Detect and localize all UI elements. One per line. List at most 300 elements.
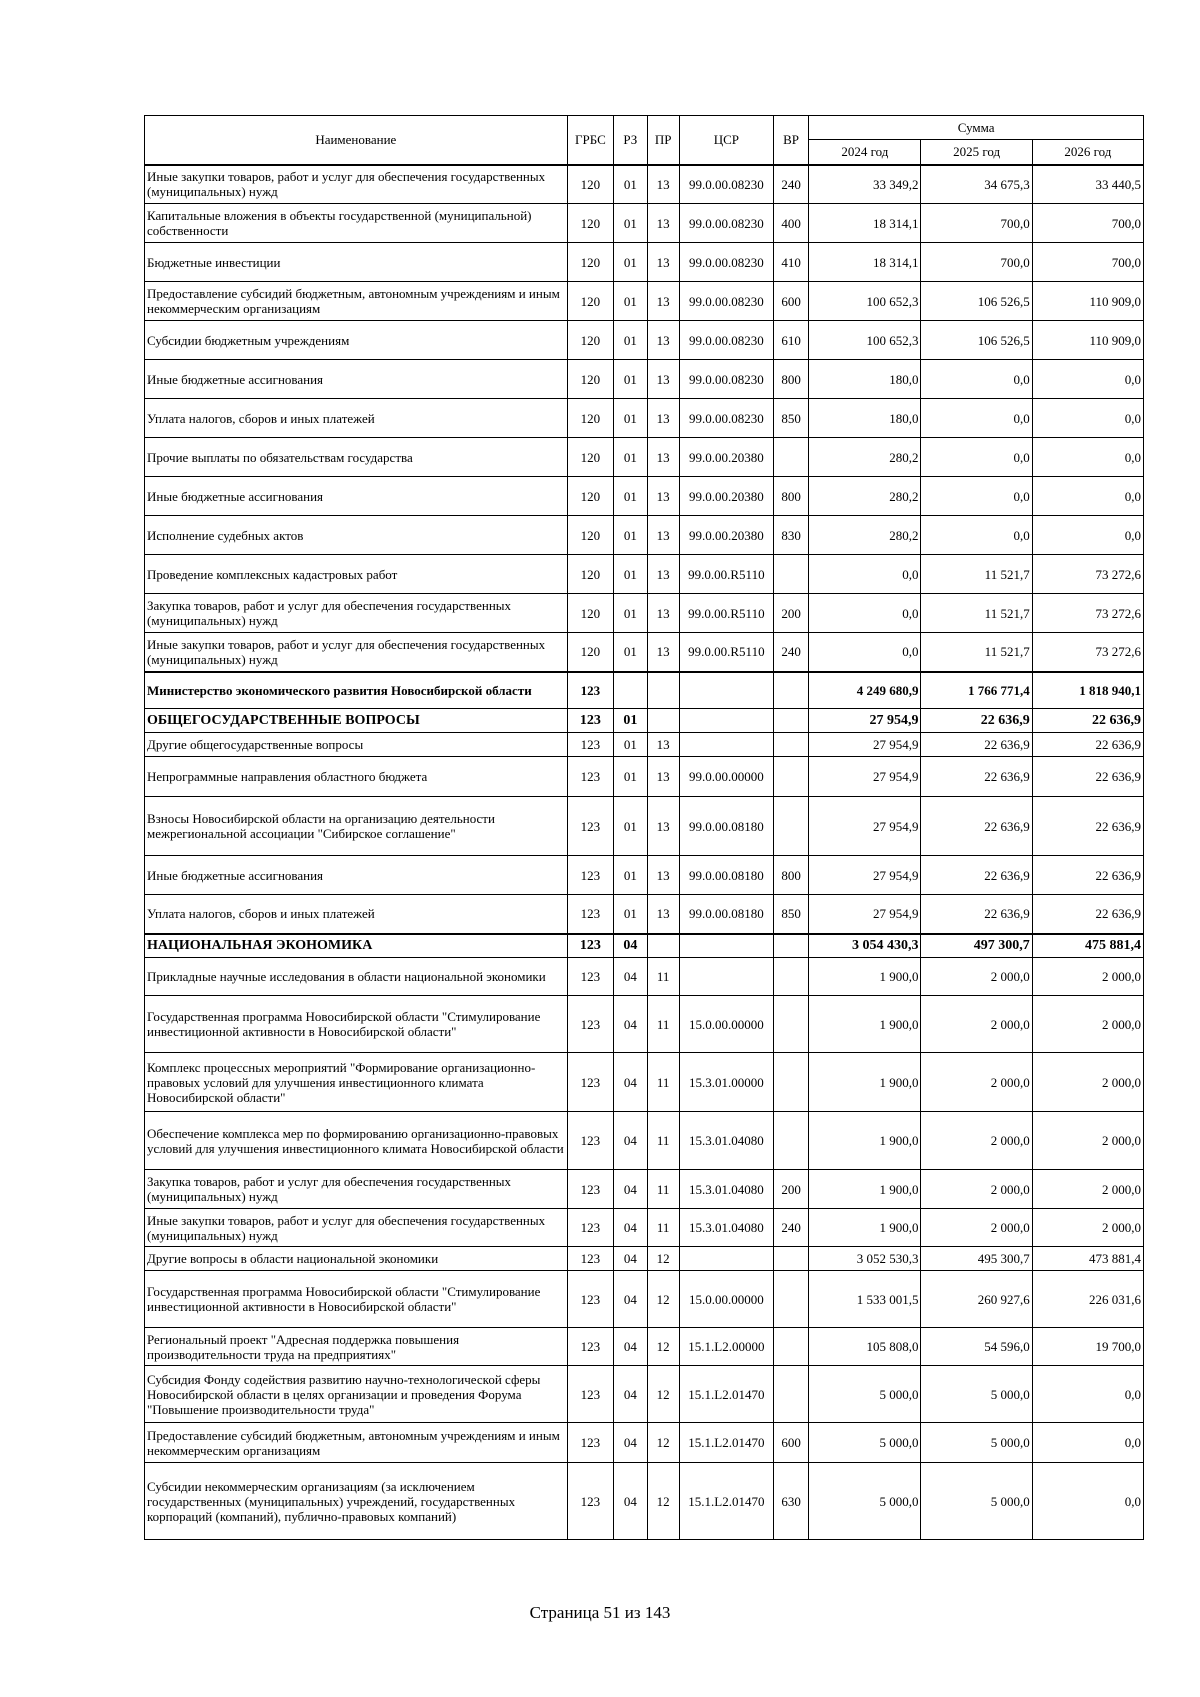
cell-y2025: 0,0 — [921, 360, 1032, 399]
cell-y2025: 0,0 — [921, 438, 1032, 477]
cell-name: Предоставление субсидий бюджетным, автономным учреждениям и иным некоммерческим организациям — [145, 282, 568, 321]
cell-y2025: 700,0 — [921, 243, 1032, 282]
cell-rz: 01 — [614, 856, 647, 895]
cell-csr: 15.3.01.00000 — [679, 1053, 773, 1112]
cell-pr: 12 — [647, 1423, 679, 1463]
cell-grbs: 123 — [567, 733, 614, 757]
cell-pr: 11 — [647, 1053, 679, 1112]
cell-csr: 99.0.00.R5110 — [679, 594, 773, 633]
cell-vr: 800 — [773, 477, 808, 516]
cell-vr: 610 — [773, 321, 808, 360]
table-row — [145, 1053, 1144, 1112]
table-row — [145, 204, 1144, 243]
cell-grbs: 123 — [567, 958, 614, 996]
table-row — [145, 1366, 1144, 1423]
cell-vr — [773, 757, 808, 797]
cell-pr: 13 — [647, 733, 679, 757]
cell-pr: 13 — [647, 243, 679, 282]
cell-y2026: 22 636,9 — [1032, 797, 1143, 856]
cell-pr: 13 — [647, 555, 679, 594]
cell-y2025: 2 000,0 — [921, 1209, 1032, 1247]
cell-grbs: 123 — [567, 996, 614, 1053]
cell-y2026: 110 909,0 — [1032, 282, 1143, 321]
cell-grbs: 123 — [567, 1209, 614, 1247]
cell-name: НАЦИОНАЛЬНАЯ ЭКОНОМИКА — [145, 934, 568, 958]
table-row — [145, 399, 1144, 438]
cell-name: Субсидии некоммерческим организациям (за исключением государственных (муниципальных) учреждений, государственных корпораций (компаний), публично-правовых компаний) — [145, 1463, 568, 1540]
cell-y2026: 0,0 — [1032, 360, 1143, 399]
table-row — [145, 594, 1144, 633]
cell-y2024: 27 954,9 — [809, 757, 921, 797]
cell-name: Иные закупки товаров, работ и услуг для обеспечения государственных (муниципальных) нужд — [145, 165, 568, 204]
cell-csr: 99.0.00.08230 — [679, 360, 773, 399]
cell-y2026: 0,0 — [1032, 1423, 1143, 1463]
cell-name: Иные бюджетные ассигнования — [145, 360, 568, 399]
cell-rz: 04 — [614, 1328, 647, 1366]
cell-grbs: 123 — [567, 1366, 614, 1423]
cell-grbs: 123 — [567, 1170, 614, 1209]
cell-csr: 15.1.L2.01470 — [679, 1366, 773, 1423]
cell-rz: 01 — [614, 555, 647, 594]
cell-grbs: 120 — [567, 243, 614, 282]
cell-rz: 04 — [614, 1366, 647, 1423]
cell-pr: 11 — [647, 958, 679, 996]
cell-y2024: 280,2 — [809, 516, 921, 555]
cell-y2025: 0,0 — [921, 516, 1032, 555]
cell-pr: 13 — [647, 399, 679, 438]
cell-y2026: 473 881,4 — [1032, 1247, 1143, 1271]
cell-y2026: 22 636,9 — [1032, 895, 1143, 934]
cell-grbs: 123 — [567, 1112, 614, 1170]
table-row — [145, 996, 1144, 1053]
cell-rz: 04 — [614, 996, 647, 1053]
cell-y2025: 34 675,3 — [921, 165, 1032, 204]
cell-csr — [679, 1247, 773, 1271]
cell-name: Прикладные научные исследования в области национальной экономики — [145, 958, 568, 996]
cell-y2024: 100 652,3 — [809, 321, 921, 360]
cell-grbs: 120 — [567, 516, 614, 555]
table-row — [145, 733, 1144, 757]
cell-rz: 01 — [614, 895, 647, 934]
cell-pr: 13 — [647, 477, 679, 516]
cell-rz: 01 — [614, 438, 647, 477]
cell-csr: 99.0.00.08180 — [679, 895, 773, 934]
table-row — [145, 757, 1144, 797]
cell-grbs: 123 — [567, 797, 614, 856]
cell-name: Государственная программа Новосибирской области "Стимулирование инвестиционной активности в Новосибирской области" — [145, 996, 568, 1053]
cell-vr: 850 — [773, 399, 808, 438]
cell-vr — [773, 1328, 808, 1366]
table-row — [145, 282, 1144, 321]
cell-grbs: 120 — [567, 321, 614, 360]
cell-y2026: 33 440,5 — [1032, 165, 1143, 204]
cell-csr: 15.3.01.04080 — [679, 1112, 773, 1170]
cell-grbs: 120 — [567, 594, 614, 633]
cell-pr: 11 — [647, 1170, 679, 1209]
header-year-2026: 2026 год — [1032, 140, 1143, 165]
cell-y2025: 2 000,0 — [921, 996, 1032, 1053]
table-row — [145, 477, 1144, 516]
cell-y2025: 2 000,0 — [921, 1170, 1032, 1209]
cell-grbs: 123 — [567, 934, 614, 958]
cell-y2026: 2 000,0 — [1032, 1170, 1143, 1209]
cell-y2024: 5 000,0 — [809, 1366, 921, 1423]
cell-vr — [773, 1271, 808, 1328]
cell-y2026: 22 636,9 — [1032, 856, 1143, 895]
cell-name: Проведение комплексных кадастровых работ — [145, 555, 568, 594]
cell-rz — [614, 672, 647, 709]
cell-pr: 13 — [647, 204, 679, 243]
cell-y2024: 105 808,0 — [809, 1328, 921, 1366]
cell-pr: 13 — [647, 360, 679, 399]
cell-vr: 600 — [773, 282, 808, 321]
cell-grbs: 120 — [567, 555, 614, 594]
cell-grbs: 123 — [567, 1328, 614, 1366]
header-name: Наименование — [145, 116, 568, 165]
cell-csr: 99.0.00.20380 — [679, 438, 773, 477]
cell-csr: 99.0.00.R5110 — [679, 633, 773, 672]
cell-y2024: 5 000,0 — [809, 1463, 921, 1540]
table-row — [145, 1209, 1144, 1247]
cell-name: Закупка товаров, работ и услуг для обеспечения государственных (муниципальных) нужд — [145, 1170, 568, 1209]
cell-y2024: 18 314,1 — [809, 243, 921, 282]
cell-vr — [773, 1112, 808, 1170]
cell-csr: 99.0.00.00000 — [679, 757, 773, 797]
cell-y2025: 22 636,9 — [921, 757, 1032, 797]
cell-vr — [773, 709, 808, 733]
cell-rz: 01 — [614, 360, 647, 399]
cell-name: Иные бюджетные ассигнования — [145, 477, 568, 516]
cell-pr — [647, 672, 679, 709]
cell-pr: 13 — [647, 856, 679, 895]
cell-y2026: 0,0 — [1032, 438, 1143, 477]
cell-vr: 410 — [773, 243, 808, 282]
cell-rz: 04 — [614, 1271, 647, 1328]
cell-y2024: 27 954,9 — [809, 895, 921, 934]
cell-csr — [679, 958, 773, 996]
cell-y2025: 5 000,0 — [921, 1463, 1032, 1540]
cell-grbs: 120 — [567, 438, 614, 477]
cell-name: Непрограммные направления областного бюджета — [145, 757, 568, 797]
cell-y2026: 2 000,0 — [1032, 1112, 1143, 1170]
cell-vr: 200 — [773, 594, 808, 633]
cell-y2026: 700,0 — [1032, 204, 1143, 243]
cell-name: Обеспечение комплекса мер по формированию организационно-правовых условий для улучшения инвестиционного климата Новосибирской области — [145, 1112, 568, 1170]
table-row — [145, 1271, 1144, 1328]
cell-grbs: 123 — [567, 1053, 614, 1112]
cell-y2024: 0,0 — [809, 594, 921, 633]
cell-pr: 12 — [647, 1328, 679, 1366]
table-row — [145, 856, 1144, 895]
cell-pr: 11 — [647, 996, 679, 1053]
header-grbs: ГРБС — [567, 116, 614, 165]
cell-csr — [679, 672, 773, 709]
cell-rz: 04 — [614, 1423, 647, 1463]
cell-vr — [773, 733, 808, 757]
cell-y2025: 260 927,6 — [921, 1271, 1032, 1328]
cell-pr: 13 — [647, 757, 679, 797]
cell-csr: 99.0.00.08230 — [679, 204, 773, 243]
cell-pr: 13 — [647, 516, 679, 555]
cell-y2026: 73 272,6 — [1032, 633, 1143, 672]
cell-vr — [773, 958, 808, 996]
cell-grbs: 123 — [567, 709, 614, 733]
cell-rz: 01 — [614, 204, 647, 243]
table-row — [145, 321, 1144, 360]
cell-name: Исполнение судебных актов — [145, 516, 568, 555]
cell-y2024: 1 900,0 — [809, 958, 921, 996]
cell-csr: 15.0.00.00000 — [679, 1271, 773, 1328]
cell-y2025: 700,0 — [921, 204, 1032, 243]
cell-name: Предоставление субсидий бюджетным, автономным учреждениям и иным некоммерческим организациям — [145, 1423, 568, 1463]
cell-csr: 15.3.01.04080 — [679, 1209, 773, 1247]
cell-vr: 800 — [773, 360, 808, 399]
table-row — [145, 360, 1144, 399]
table-row — [145, 797, 1144, 856]
cell-grbs: 120 — [567, 633, 614, 672]
cell-grbs: 123 — [567, 1463, 614, 1540]
cell-csr — [679, 733, 773, 757]
cell-y2026: 2 000,0 — [1032, 996, 1143, 1053]
cell-y2024: 4 249 680,9 — [809, 672, 921, 709]
cell-y2025: 22 636,9 — [921, 709, 1032, 733]
table-row — [145, 1170, 1144, 1209]
page-number: Страница 51 из 143 — [529, 1603, 671, 1622]
cell-y2025: 2 000,0 — [921, 1053, 1032, 1112]
cell-y2025: 1 766 771,4 — [921, 672, 1032, 709]
cell-pr — [647, 934, 679, 958]
cell-grbs: 123 — [567, 757, 614, 797]
cell-y2026: 73 272,6 — [1032, 594, 1143, 633]
cell-y2024: 280,2 — [809, 477, 921, 516]
cell-y2026: 2 000,0 — [1032, 1053, 1143, 1112]
cell-grbs: 120 — [567, 282, 614, 321]
cell-y2024: 180,0 — [809, 399, 921, 438]
table-row — [145, 516, 1144, 555]
cell-vr: 800 — [773, 856, 808, 895]
table-header — [145, 116, 1144, 165]
cell-y2025: 495 300,7 — [921, 1247, 1032, 1271]
cell-y2024: 0,0 — [809, 633, 921, 672]
cell-vr — [773, 672, 808, 709]
cell-pr: 13 — [647, 438, 679, 477]
cell-y2024: 27 954,9 — [809, 733, 921, 757]
cell-y2025: 0,0 — [921, 399, 1032, 438]
header-vr: ВР — [773, 116, 808, 165]
cell-grbs: 123 — [567, 1423, 614, 1463]
cell-y2026: 2 000,0 — [1032, 958, 1143, 996]
cell-y2025: 0,0 — [921, 477, 1032, 516]
cell-rz: 04 — [614, 1112, 647, 1170]
cell-name: Взносы Новосибирской области на организацию деятельности межрегиональной ассоциации "Сибирское соглашение" — [145, 797, 568, 856]
table-body — [145, 165, 1144, 1540]
cell-rz: 04 — [614, 1463, 647, 1540]
cell-grbs: 120 — [567, 360, 614, 399]
cell-pr: 12 — [647, 1366, 679, 1423]
cell-rz: 01 — [614, 757, 647, 797]
cell-rz: 01 — [614, 633, 647, 672]
cell-y2025: 22 636,9 — [921, 797, 1032, 856]
cell-csr: 99.0.00.08180 — [679, 856, 773, 895]
table-row — [145, 1328, 1144, 1366]
table-row — [145, 895, 1144, 934]
cell-y2026: 0,0 — [1032, 516, 1143, 555]
cell-pr: 11 — [647, 1112, 679, 1170]
cell-y2024: 27 954,9 — [809, 709, 921, 733]
cell-rz: 04 — [614, 1053, 647, 1112]
cell-y2025: 11 521,7 — [921, 633, 1032, 672]
cell-grbs: 120 — [567, 165, 614, 204]
cell-y2026: 700,0 — [1032, 243, 1143, 282]
cell-csr: 99.0.00.08180 — [679, 797, 773, 856]
cell-y2025: 497 300,7 — [921, 934, 1032, 958]
cell-grbs: 123 — [567, 1271, 614, 1328]
cell-y2026: 2 000,0 — [1032, 1209, 1143, 1247]
cell-y2024: 1 900,0 — [809, 1112, 921, 1170]
cell-csr: 99.0.00.20380 — [679, 477, 773, 516]
table-row — [145, 438, 1144, 477]
cell-y2024: 280,2 — [809, 438, 921, 477]
cell-rz: 01 — [614, 733, 647, 757]
cell-vr: 600 — [773, 1423, 808, 1463]
cell-name: Иные закупки товаров, работ и услуг для обеспечения государственных (муниципальных) нужд — [145, 633, 568, 672]
cell-y2026: 475 881,4 — [1032, 934, 1143, 958]
cell-pr: 13 — [647, 321, 679, 360]
cell-y2024: 33 349,2 — [809, 165, 921, 204]
cell-y2025: 5 000,0 — [921, 1366, 1032, 1423]
cell-y2024: 3 054 430,3 — [809, 934, 921, 958]
cell-vr — [773, 438, 808, 477]
table-row — [145, 243, 1144, 282]
cell-grbs: 123 — [567, 856, 614, 895]
cell-name: ОБЩЕГОСУДАРСТВЕННЫЕ ВОПРОСЫ — [145, 709, 568, 733]
cell-csr: 15.1.L2.01470 — [679, 1423, 773, 1463]
cell-y2025: 2 000,0 — [921, 958, 1032, 996]
cell-y2026: 22 636,9 — [1032, 709, 1143, 733]
cell-pr: 13 — [647, 165, 679, 204]
cell-pr — [647, 709, 679, 733]
cell-rz: 01 — [614, 165, 647, 204]
cell-y2026: 1 818 940,1 — [1032, 672, 1143, 709]
cell-vr: 850 — [773, 895, 808, 934]
header-csr: ЦСР — [679, 116, 773, 165]
cell-y2024: 0,0 — [809, 555, 921, 594]
cell-rz: 04 — [614, 1209, 647, 1247]
cell-csr: 99.0.00.08230 — [679, 243, 773, 282]
cell-vr — [773, 934, 808, 958]
cell-rz: 04 — [614, 958, 647, 996]
cell-csr: 99.0.00.08230 — [679, 321, 773, 360]
cell-y2024: 180,0 — [809, 360, 921, 399]
cell-pr: 12 — [647, 1271, 679, 1328]
cell-pr: 13 — [647, 797, 679, 856]
cell-y2024: 3 052 530,3 — [809, 1247, 921, 1271]
cell-y2024: 1 900,0 — [809, 1053, 921, 1112]
cell-vr: 830 — [773, 516, 808, 555]
cell-csr — [679, 934, 773, 958]
header-pr: ПР — [647, 116, 679, 165]
cell-rz: 01 — [614, 399, 647, 438]
cell-grbs: 120 — [567, 204, 614, 243]
cell-vr — [773, 555, 808, 594]
cell-pr: 11 — [647, 1209, 679, 1247]
cell-vr — [773, 1247, 808, 1271]
cell-rz: 01 — [614, 282, 647, 321]
cell-y2025: 22 636,9 — [921, 895, 1032, 934]
table-row — [145, 1463, 1144, 1540]
cell-grbs: 123 — [567, 672, 614, 709]
cell-pr: 13 — [647, 282, 679, 321]
cell-pr: 12 — [647, 1463, 679, 1540]
cell-name: Министерство экономического развития Новосибирской области — [145, 672, 568, 709]
cell-csr: 15.1.L2.01470 — [679, 1463, 773, 1540]
cell-vr — [773, 996, 808, 1053]
cell-y2025: 11 521,7 — [921, 555, 1032, 594]
cell-name: Региональный проект "Адресная поддержка повышения производительности труда на предприятиях" — [145, 1328, 568, 1366]
cell-y2025: 54 596,0 — [921, 1328, 1032, 1366]
cell-grbs: 123 — [567, 895, 614, 934]
cell-y2025: 22 636,9 — [921, 856, 1032, 895]
cell-y2024: 27 954,9 — [809, 856, 921, 895]
header-year-2024: 2024 год — [809, 140, 921, 165]
cell-vr: 630 — [773, 1463, 808, 1540]
cell-rz: 01 — [614, 321, 647, 360]
cell-rz: 04 — [614, 934, 647, 958]
table-row — [145, 672, 1144, 709]
cell-vr — [773, 1366, 808, 1423]
cell-y2026: 0,0 — [1032, 399, 1143, 438]
cell-vr — [773, 1053, 808, 1112]
cell-rz: 04 — [614, 1247, 647, 1271]
cell-pr: 13 — [647, 895, 679, 934]
table-row — [145, 633, 1144, 672]
cell-y2024: 1 900,0 — [809, 1209, 921, 1247]
header-year-2025: 2025 год — [921, 140, 1032, 165]
cell-y2024: 27 954,9 — [809, 797, 921, 856]
cell-y2025: 22 636,9 — [921, 733, 1032, 757]
cell-y2025: 11 521,7 — [921, 594, 1032, 633]
cell-csr: 15.1.L2.00000 — [679, 1328, 773, 1366]
cell-y2026: 226 031,6 — [1032, 1271, 1143, 1328]
cell-grbs: 123 — [567, 1247, 614, 1271]
cell-vr — [773, 797, 808, 856]
cell-name: Бюджетные инвестиции — [145, 243, 568, 282]
table-row — [145, 934, 1144, 958]
cell-csr: 99.0.00.08230 — [679, 282, 773, 321]
cell-pr: 13 — [647, 633, 679, 672]
cell-csr: 99.0.00.08230 — [679, 399, 773, 438]
budget-table — [144, 115, 1144, 1540]
cell-y2025: 2 000,0 — [921, 1112, 1032, 1170]
table-row — [145, 1112, 1144, 1170]
cell-name: Субсидия Фонду содействия развитию научно-технологической сферы Новосибирской области в целях организации и проведения Форума "Повышение производительности труда" — [145, 1366, 568, 1423]
cell-csr — [679, 709, 773, 733]
cell-vr: 400 — [773, 204, 808, 243]
cell-csr: 99.0.00.08230 — [679, 165, 773, 204]
cell-vr: 200 — [773, 1170, 808, 1209]
cell-name: Другие общегосударственные вопросы — [145, 733, 568, 757]
cell-grbs: 120 — [567, 399, 614, 438]
cell-y2026: 0,0 — [1032, 1366, 1143, 1423]
cell-pr: 13 — [647, 594, 679, 633]
cell-y2025: 106 526,5 — [921, 282, 1032, 321]
cell-y2025: 5 000,0 — [921, 1423, 1032, 1463]
cell-rz: 01 — [614, 594, 647, 633]
header-sum: Сумма — [809, 116, 1144, 140]
cell-rz: 01 — [614, 243, 647, 282]
cell-y2024: 1 900,0 — [809, 996, 921, 1053]
cell-name: Капитальные вложения в объекты государственной (муниципальной) собственности — [145, 204, 568, 243]
